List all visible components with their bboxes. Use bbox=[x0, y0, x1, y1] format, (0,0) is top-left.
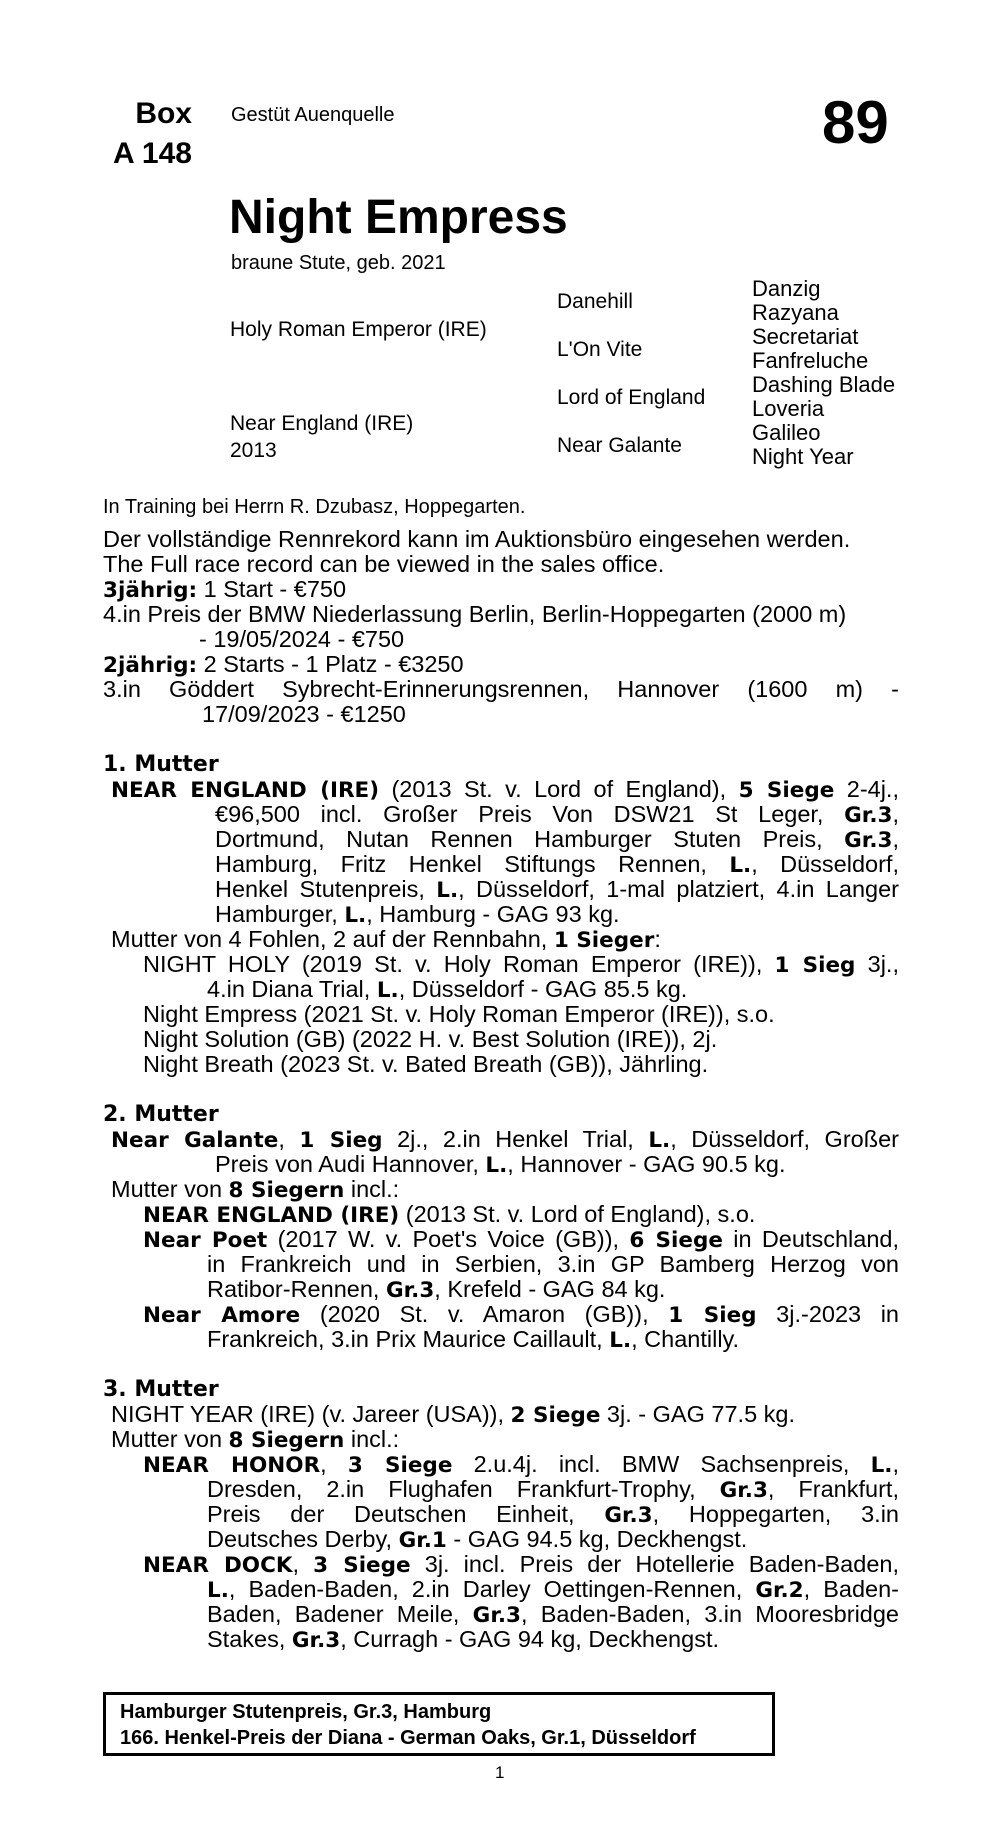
family-line: Hamburger, L., Hamburg - GAG 93 kg. bbox=[215, 901, 620, 928]
page-number: 1 bbox=[495, 1763, 505, 1782]
pedigree-sire: Holy Roman Emperor (IRE) bbox=[230, 318, 487, 341]
family-line: in Frankreich und in Serbien, 3.in GP Bamberg Herzog von bbox=[207, 1251, 899, 1277]
family-line: Preis von Audi Hannover, L., Hannover - GAG 90.5 kg. bbox=[215, 1151, 786, 1178]
family-line: L., Baden-Baden, 2.in Darley Oettingen-Rennen, Gr.2, Baden- bbox=[207, 1576, 900, 1603]
record-note-en: The Full race record can be viewed in the sales office. bbox=[103, 551, 665, 577]
family-line: Near Poet (2017 W. v. Poet's Voice (GB)), 6 Siege in Deutschland, bbox=[143, 1226, 899, 1253]
pedigree-grandparent: Near Galante bbox=[557, 434, 682, 457]
family-line: Baden, Badener Meile, Gr.3, Baden-Baden, 3.in Mooresbridge bbox=[207, 1601, 899, 1628]
family-line: Ratibor-Rennen, Gr.3, Krefeld - GAG 84 kg. bbox=[207, 1276, 666, 1303]
family-line: Dortmund, Nutan Rennen Hamburger Stuten Preis, Gr.3, bbox=[215, 826, 899, 853]
race-record-line: 3.in Göddert Sybrecht-Erinnerungsrennen, Hannover (1600 m) - bbox=[103, 676, 899, 702]
family-line: Night Breath (2023 St. v. Bated Breath (GB)), Jährling. bbox=[143, 1051, 709, 1077]
family-line: Near Amore (2020 St. v. Amaron (GB)), 1 Sieg 3j.-2023 in bbox=[143, 1301, 899, 1328]
race-record-2yo: 2jährig: 2 Starts - 1 Platz - €3250 bbox=[103, 651, 464, 678]
section-heading-3-mutter: 3. Mutter bbox=[103, 1377, 219, 1402]
pedigree-grandparent: Lord of England bbox=[557, 386, 706, 409]
family-line: Deutsches Derby, Gr.1 - GAG 94.5 kg, Deckhengst. bbox=[207, 1526, 748, 1553]
box-label: Box bbox=[135, 97, 192, 130]
family-line: Henkel Stutenpreis, L., Düsseldorf, 1-mal platziert, 4.in Langer bbox=[215, 876, 899, 903]
race-record-line: - 19/05/2024 - €750 bbox=[199, 626, 405, 652]
record-note-de: Der vollständige Rennrekord kann im Auktionsbüro eingesehen werden. bbox=[103, 526, 851, 552]
family-line: NIGHT HOLY (2019 St. v. Holy Roman Emperor (IRE)), 1 Sieg 3j., bbox=[143, 951, 899, 978]
family-line: Dresden, 2.in Flughafen Frankfurt-Trophy, Gr.3, Frankfurt, bbox=[207, 1476, 899, 1503]
family-line: NEAR ENGLAND (IRE) (2013 St. v. Lord of England), 5 Siege 2-4j., bbox=[111, 776, 899, 803]
training-note: In Training bei Herrn R. Dzubasz, Hoppegarten. bbox=[103, 496, 526, 518]
family-line: Preis der Deutschen Einheit, Gr.3, Hoppegarten, 3.in bbox=[207, 1501, 899, 1528]
horse-name: Night Empress bbox=[229, 191, 568, 244]
section-heading-1-mutter: 1. Mutter bbox=[103, 752, 219, 777]
family-line: NIGHT YEAR (IRE) (v. Jareer (USA)), 2 Siege 3j. - GAG 77.5 kg. bbox=[111, 1401, 796, 1428]
engagement-item: Hamburger Stutenpreis, Gr.3, Hamburg bbox=[120, 1701, 492, 1723]
box-number: A 148 bbox=[113, 137, 192, 170]
family-line: €96,500 incl. Großer Preis Von DSW21 St Leger, Gr.3, bbox=[215, 801, 899, 828]
family-line: Stakes, Gr.3, Curragh - GAG 94 kg, Deckhengst. bbox=[207, 1626, 719, 1653]
age-label: 2jährig: bbox=[103, 653, 198, 678]
pedigree-great-grandparent: Loveria bbox=[752, 396, 825, 421]
family-line: NEAR ENGLAND (IRE) (2013 St. v. Lord of England), s.o. bbox=[143, 1201, 756, 1228]
horse-description: braune Stute, geb. 2021 bbox=[231, 252, 446, 274]
breeder-name: Gestüt Auenquelle bbox=[231, 104, 395, 126]
pedigree-grandparent: Danehill bbox=[557, 290, 633, 313]
pedigree-grandparent: L'On Vite bbox=[557, 338, 643, 361]
family-line: Mutter von 4 Fohlen, 2 auf der Rennbahn, 1 Sieger: bbox=[111, 926, 661, 953]
lot-number: 89 bbox=[822, 89, 889, 156]
engagements-box bbox=[103, 1692, 775, 1756]
family-line: Mutter von 8 Siegern incl.: bbox=[111, 1426, 400, 1453]
family-line: Mutter von 8 Siegern incl.: bbox=[111, 1176, 400, 1203]
pedigree-great-grandparent: Night Year bbox=[752, 444, 854, 469]
family-line: 4.in Diana Trial, L., Düsseldorf - GAG 85.5 kg. bbox=[207, 976, 688, 1003]
pedigree-great-grandparent: Danzig bbox=[752, 276, 821, 301]
engagement-item: 166. Henkel-Preis der Diana - German Oaks, Gr.1, Düsseldorf bbox=[120, 1727, 696, 1749]
pedigree-great-grandparent: Secretariat bbox=[752, 324, 859, 349]
pedigree-great-grandparent: Fanfreluche bbox=[752, 348, 869, 373]
pedigree-great-grandparent: Razyana bbox=[752, 300, 839, 325]
pedigree-dam-year: 2013 bbox=[230, 439, 277, 462]
family-line: NEAR DOCK, 3 Siege 3j. incl. Preis der Hotellerie Baden-Baden, bbox=[143, 1551, 899, 1578]
race-record-line: 4.in Preis der BMW Niederlassung Berlin, Berlin-Hoppegarten (2000 m) bbox=[103, 601, 847, 627]
pedigree-great-grandparent: Galileo bbox=[752, 420, 821, 445]
family-line: NEAR HONOR, 3 Siege 2.u.4j. incl. BMW Sachsenpreis, L., bbox=[143, 1451, 899, 1478]
family-line: Near Galante, 1 Sieg 2j., 2.in Henkel Trial, L., Düsseldorf, Großer bbox=[111, 1126, 899, 1153]
family-line: Hamburg, Fritz Henkel Stiftungs Rennen, L., Düsseldorf, bbox=[215, 851, 899, 878]
pedigree-great-grandparent: Dashing Blade bbox=[752, 372, 896, 397]
pedigree-dam: Near England (IRE) bbox=[230, 412, 414, 435]
race-record-line: 17/09/2023 - €1250 bbox=[202, 701, 406, 727]
age-label: 3jährig: bbox=[103, 578, 198, 603]
race-record-3yo: 3jährig: 1 Start - €750 bbox=[103, 576, 347, 603]
section-heading-2-mutter: 2. Mutter bbox=[103, 1102, 219, 1127]
family-line: Frankreich, 3.in Prix Maurice Caillault, L., Chantilly. bbox=[207, 1326, 740, 1353]
family-line: Night Solution (GB) (2022 H. v. Best Solution (IRE)), 2j. bbox=[143, 1026, 718, 1052]
family-line: Night Empress (2021 St. v. Holy Roman Emperor (IRE)), s.o. bbox=[143, 1001, 775, 1027]
